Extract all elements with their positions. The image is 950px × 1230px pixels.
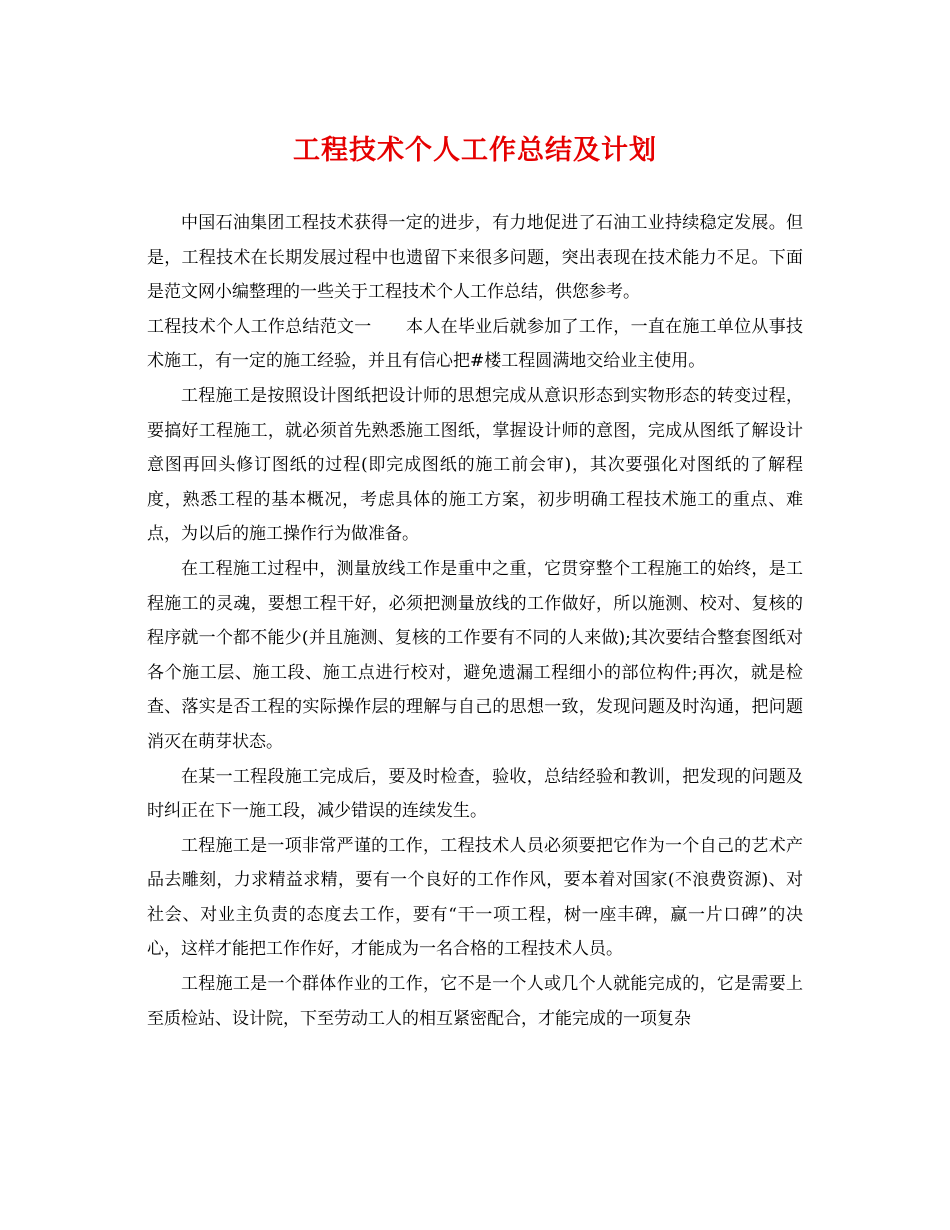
- document-body: [147, 206, 803, 1036]
- paragraph: 工程施工是按照设计图纸把设计师的思想完成从意识形态到实物形态的转变过程，要搞好工程施工，就必须首先熟悉施工图纸，掌握设计师的意图，完成从图纸了解设计意图再回头修订图纸的过程(即完成图纸的施工前会审)，其次要强化对图纸的了解程度，熟悉工程的基本概况，考虑具体的施工方案，初步明确工程技术施工的重点、难点，为以后的施工操作行为做准备。: [147, 385, 803, 545]
- paragraph: 工程技术个人工作总结范文一 本人在毕业后就参加了工作，一直在施工单位从事技术施工，有一定的施工经验，并且有信心把#楼工程圆满地交给业主使用。: [147, 316, 803, 372]
- paragraph: 工程施工是一个群体作业的工作，它不是一个人或几个人就能完成的，它是需要上至质检站、设计院，下至劳动工人的相互紧密配合，才能完成的一项复杂: [147, 974, 803, 1029]
- document-title: 工程技术个人工作总结及计划: [293, 135, 657, 166]
- paragraph: 中国石油集团工程技术获得一定的进步，有力地促进了石油工业持续稳定发展。但是，工程技术在长期发展过程中也遗留下来很多问题，突出表现在技术能力不足。下面是范文网小编整理的一些关于工程技术个人工作总结，供您参考。: [147, 213, 803, 303]
- paragraph: 在工程施工过程中，测量放线工作是重中之重，它贯穿整个工程施工的始终，是工程施工的灵魂，要想工程干好，必须把测量放线的工作做好，所以施测、校对、复核的程序就一个都不能少(并且施测、复核的工作要有不同的人来做);其次要结合整套图纸对各个施工层、施工段、施工点进行校对，避免遗漏工程细小的部位构件;再次，就是检查、落实是否工程的实际操作层的理解与自己的思想一致，发现问题及时沟通，把问题消灭在萌芽状态。: [147, 558, 803, 752]
- paragraph: 在某一工程段施工完成后，要及时检查，验收，总结经验和教训，把发现的问题及时纠正在下一施工段，减少错误的连续发生。: [147, 766, 803, 822]
- paragraph: 工程施工是一项非常严谨的工作，工程技术人员必须要把它作为一个自己的艺术产品去雕刻，力求精益求精，要有一个良好的工作作风，要本着对国家(不浪费资源)、对社会、对业主负责的态度去工作，要有“干一项工程，树一座丰碑，赢一片口碑”的决心，这样才能把工作作好，才能成为一名合格的工程技术人员。: [147, 835, 803, 960]
